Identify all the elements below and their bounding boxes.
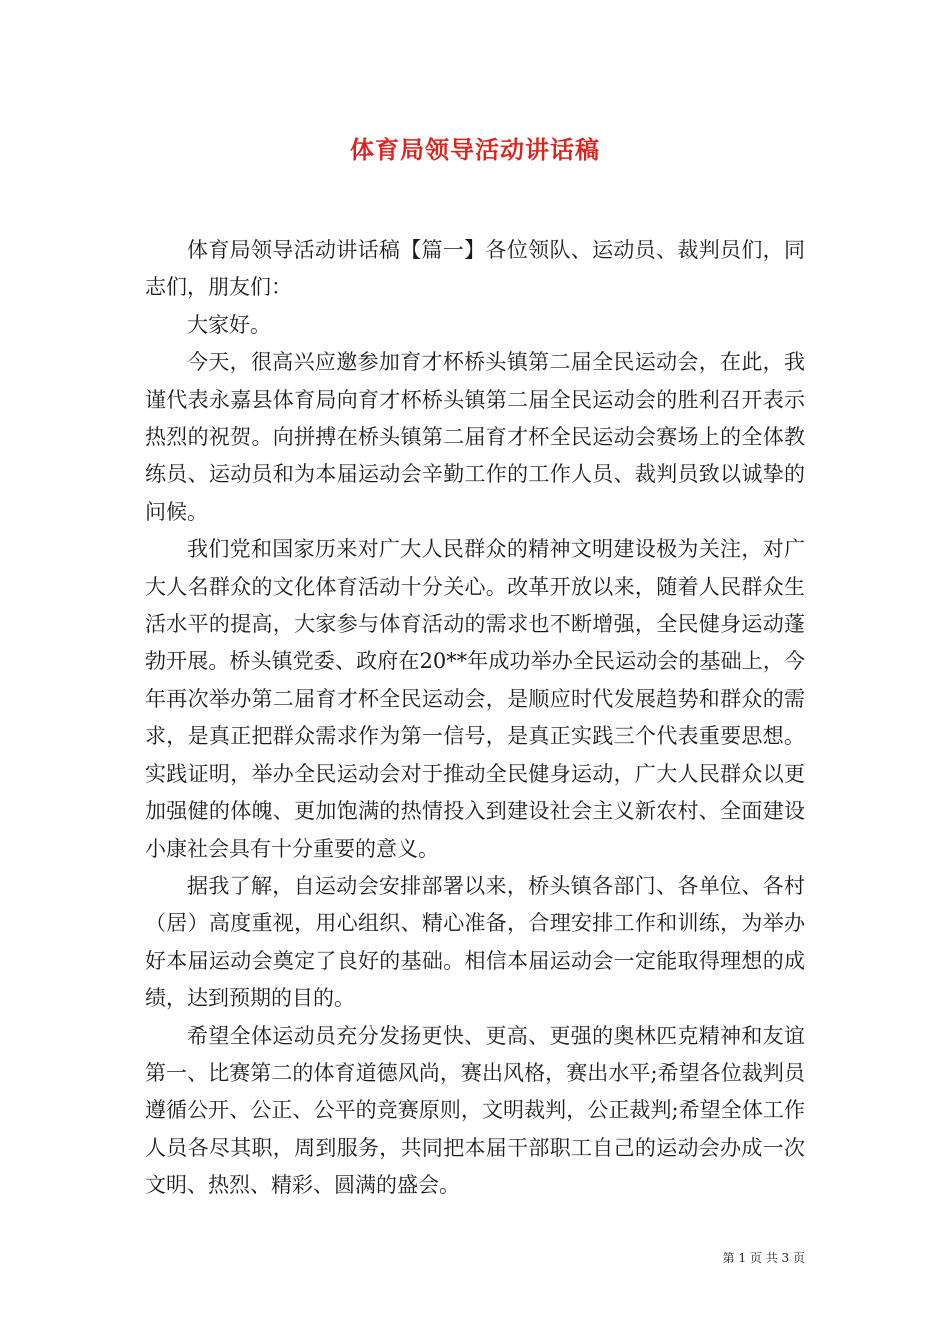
paragraph-6: 希望全体运动员充分发扬更快、更高、更强的奥林匹克精神和友谊第一、比赛第二的体育道德风尚，赛出风格，赛出水平;希望各位裁判员遵循公开、公正、公平的竞赛原则，文明裁判，公正裁判;希望全体工作人员各尽其职，周到服务，共同把本届干部职工自己的运动会办成一次文明、热烈、精彩、圆满的盛会。 — [145, 1023, 805, 1198]
page-number: 第 1 页 共 3 页 — [722, 1251, 805, 1265]
document-body — [145, 232, 805, 1205]
paragraph-3: 今天，很高兴应邀参加育才杯桥头镇第二届全民运动会，在此，我谨代表永嘉县体育局向育才杯桥头镇第二届全民运动会的胜利召开表示热烈的祝贺。向拼搏在桥头镇第二届育才杯全民运动会赛场上的全体教练员、运动员和为本届运动会辛勤工作的工作人员、裁判员致以诚挚的问候。 — [145, 350, 805, 524]
paragraph-4: 我们党和国家历来对广大人民群众的精神文明建设极为关注，对广大人名群众的文化体育活动十分关心。改革开放以来，随着人民群众生活水平的提高，大家参与体育活动的需求也不断增强，全民健身运动蓬勃开展。桥头镇党委、政府在20**年成功举办全民运动会的基础上，今年再次举办第二届育才杯全民运动会，是顺应时代发展趋势和群众的需求，是真正把群众需求作为第一信号，是真正实践三个代表重要思想。实践证明，举办全民运动会对于推动全民健身运动，广大人民群众以更加强健的体魄、更加饱满的热情投入到建设社会主义新农村、全面建设小康社会具有十分重要的意义。 — [145, 537, 805, 861]
paragraph-5: 据我了解，自运动会安排部署以来，桥头镇各部门、各单位、各村（居）高度重视，用心组织、精心准备，合理安排工作和训练，为举办好本届运动会奠定了良好的基础。相信本届运动会一定能取得理想的成绩，达到预期的目的。 — [145, 873, 805, 1011]
page-title: 体育局领导活动讲话稿 — [350, 135, 600, 164]
paragraph-1: 体育局领导活动讲话稿【篇一】各位领队、运动员、裁判员们，同志们，朋友们： — [145, 238, 805, 300]
paragraph-2: 大家好。 — [187, 312, 271, 337]
